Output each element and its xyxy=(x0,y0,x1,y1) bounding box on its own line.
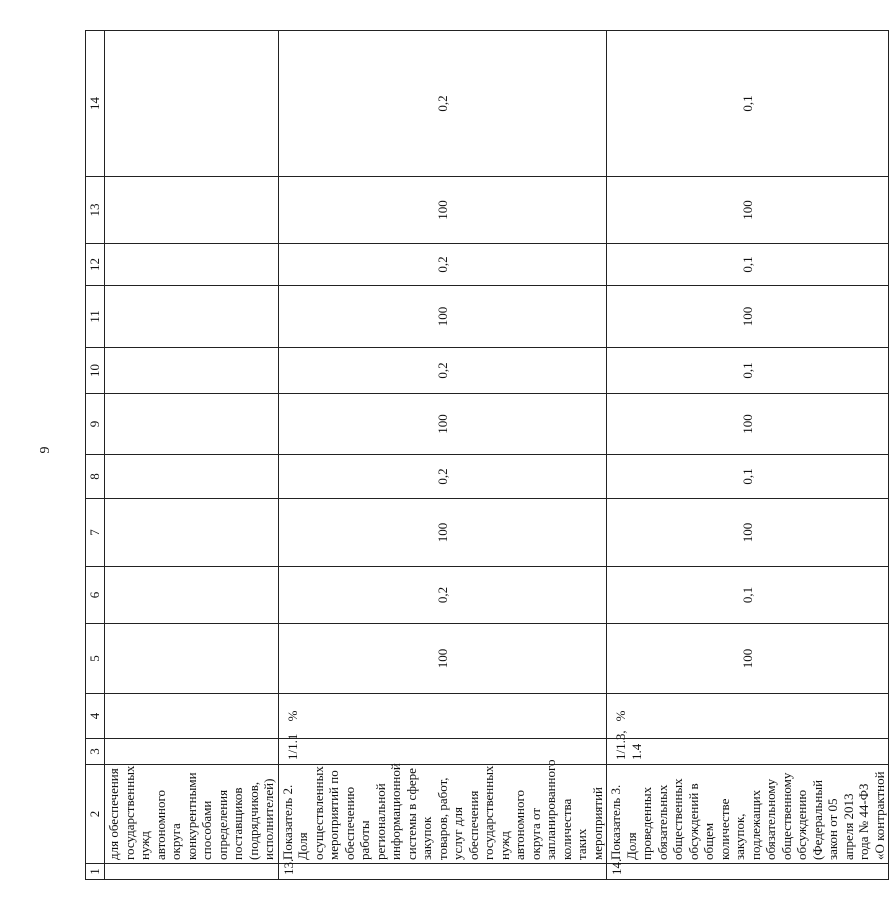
indicators-table xyxy=(85,30,889,880)
value-cell: 100 xyxy=(607,499,889,567)
value-cell: 0,2 xyxy=(278,348,607,394)
rotated-table-wrapper xyxy=(85,31,887,880)
value-cell: 0,1 xyxy=(607,244,889,286)
header-cell: 7 xyxy=(86,499,105,567)
indicator-name: Показатель 2. Доля осуществленных мероприятий по обеспечению работы региональной информационной системы в сфере закупок товаров, работ, услуг для обеспечения государственных нужд автономного округа от запланированного количества таких мероприятий xyxy=(278,765,607,864)
value-cell xyxy=(105,567,279,624)
indicator-name: Показатель 3. Доля проведенных обязательных общественных обсуждений в общем количестве закупок, подлежащих обязательному общественному обсуждению (Федеральный закон от 05 апреля 2013 года № 44-ФЗ «О контрактной xyxy=(607,765,889,864)
value-cell xyxy=(105,394,279,455)
value-cell: 100 xyxy=(278,177,607,244)
point-ref: 1/1.3, 1.4 xyxy=(607,739,889,765)
value-cell xyxy=(105,177,279,244)
header-cell: 2 xyxy=(86,765,105,864)
header-cell: 12 xyxy=(86,244,105,286)
row-number: 13. xyxy=(278,864,607,880)
point-ref xyxy=(105,739,279,765)
unit-cell: % xyxy=(278,694,607,739)
value-cell xyxy=(105,244,279,286)
value-cell: 0,1 xyxy=(607,348,889,394)
value-cell: 0,2 xyxy=(278,244,607,286)
unit-cell: % xyxy=(607,694,889,739)
value-cell xyxy=(105,455,279,499)
header-cell: 1 xyxy=(86,864,105,880)
page-number: 9 xyxy=(38,446,53,454)
header-cell: 13 xyxy=(86,177,105,244)
unit-cell xyxy=(105,694,279,739)
header-cell: 4 xyxy=(86,694,105,739)
value-cell: 0,1 xyxy=(607,567,889,624)
value-cell: 0,2 xyxy=(278,455,607,499)
point-ref: 1/1.1 xyxy=(278,739,607,765)
value-cell: 100 xyxy=(607,394,889,455)
value-cell xyxy=(105,286,279,348)
indicator-name: для обеспечения государственных нужд автономного округа конкурентными способами определения поставщиков (подрядчиков, исполнителей) xyxy=(105,765,279,864)
value-cell: 100 xyxy=(607,624,889,694)
value-cell xyxy=(105,499,279,567)
row-number xyxy=(105,864,279,880)
header-cell: 11 xyxy=(86,286,105,348)
row-number: 14. xyxy=(607,864,889,880)
value-cell xyxy=(105,348,279,394)
table-row xyxy=(607,31,889,880)
value-cell xyxy=(105,624,279,694)
value-cell: 0,2 xyxy=(278,31,607,177)
header-cell: 3 xyxy=(86,739,105,765)
value-cell: 100 xyxy=(278,286,607,348)
header-cell: 10 xyxy=(86,348,105,394)
value-cell xyxy=(105,31,279,177)
value-cell: 0,1 xyxy=(607,31,889,177)
header-cell: 5 xyxy=(86,624,105,694)
value-cell: 100 xyxy=(278,499,607,567)
value-cell: 100 xyxy=(607,286,889,348)
value-cell: 0,2 xyxy=(278,567,607,624)
table-header-row xyxy=(86,31,105,880)
table-row xyxy=(105,31,279,880)
value-cell: 0,1 xyxy=(607,455,889,499)
table-stage xyxy=(85,31,887,880)
table-row xyxy=(278,31,607,880)
value-cell: 100 xyxy=(278,394,607,455)
header-cell: 8 xyxy=(86,455,105,499)
header-cell: 9 xyxy=(86,394,105,455)
value-cell: 100 xyxy=(607,177,889,244)
header-cell: 14 xyxy=(86,31,105,177)
value-cell: 100 xyxy=(278,624,607,694)
header-cell: 6 xyxy=(86,567,105,624)
